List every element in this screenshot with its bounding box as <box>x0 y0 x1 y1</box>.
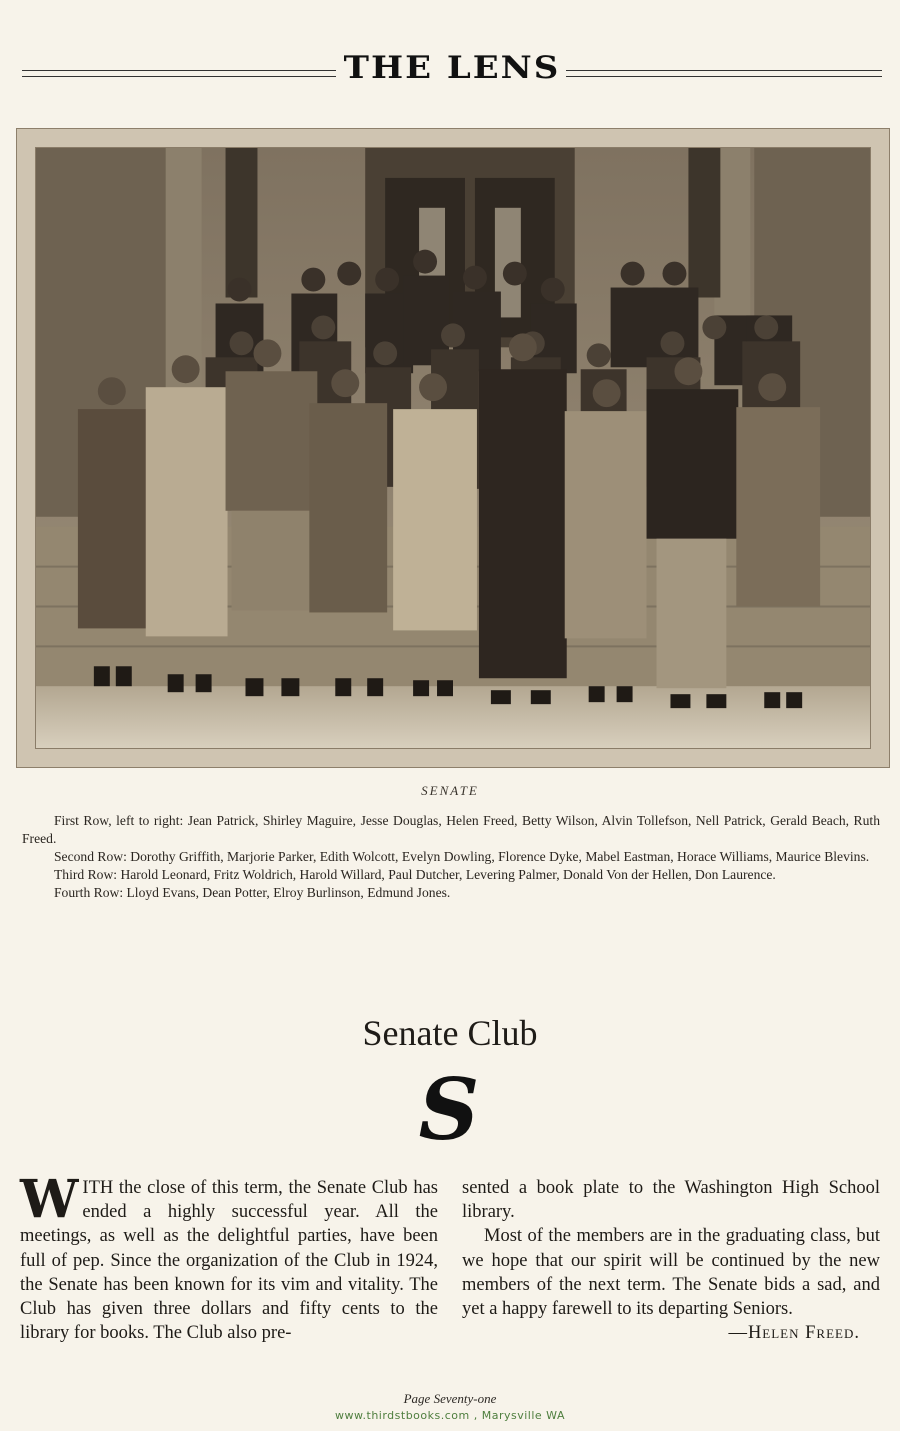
article-paragraph-1-continued <box>462 1176 880 1224</box>
masthead-title: THE LENS <box>343 50 561 86</box>
article-paragraph-1 <box>20 1169 438 1345</box>
page-number: Page Seventy-one <box>403 1391 497 1406</box>
article-signature: —Helen Freed. <box>728 1323 860 1344</box>
paragraph-1-part-b: sented a book plate to the Washington High School library. <box>462 1178 880 1223</box>
group-photo-frame <box>16 128 890 768</box>
header-rule-left <box>22 70 336 77</box>
caption-first-row: First Row, left to right: Jean Patrick, Shirley Maguire, Jesse Douglas, Helen Freed, Betty Wilson, Alvin Tollefson, Nell Patrick, Gerald Beach, Ruth Freed. <box>22 813 880 846</box>
article-paragraph-2: Most of the members are in the graduating class, but we hope that our spirit will be continued by the new members of the next term. The Senate bids a sad, and yet a happy farewell to its departing Seniors. <box>462 1226 880 1320</box>
paragraph-1-part-a: ITH the close of this term, the Senate Club has ended a highly successful year. All the meetings, as well as the delightful parties, have been full of pep. Since the organization of the Club in 1924, the Senate has been known for its vim and vitality. The Club has given three dollars and fifty cents to the library for books. The Club also pre- <box>20 1178 438 1344</box>
caption-third-row: Third Row: Harold Leonard, Fritz Woldrich, Harold Willard, Paul Dutcher, Levering Palmer, Donald Von der Hellen, Don Laurence. <box>54 867 776 882</box>
photo-caption-title: SENATE <box>421 783 479 798</box>
caption-second-row: Second Row: Dorothy Griffith, Marjorie Parker, Edith Wolcott, Evelyn Dowling, Florence Dyke, Mabel Eastman, Horace Williams, Maurice Blevins. <box>54 849 870 864</box>
group-photo <box>35 147 871 749</box>
header-rule-right <box>566 70 882 77</box>
ornamental-initial: S <box>418 1060 480 1159</box>
article-column-left <box>20 1169 438 1345</box>
page-header <box>22 48 882 92</box>
website-credit: www.thirdstbooks.com , Marysville WA <box>335 1409 565 1422</box>
article-title: Senate Club <box>362 1013 538 1053</box>
drop-cap: W <box>20 1169 79 1230</box>
photo-caption <box>22 812 880 902</box>
group-photo-illustration <box>36 148 870 748</box>
caption-fourth-row: Fourth Row: Lloyd Evans, Dean Potter, Elroy Burlinson, Edmund Jones. <box>54 885 451 900</box>
article-column-right <box>462 1176 880 1345</box>
